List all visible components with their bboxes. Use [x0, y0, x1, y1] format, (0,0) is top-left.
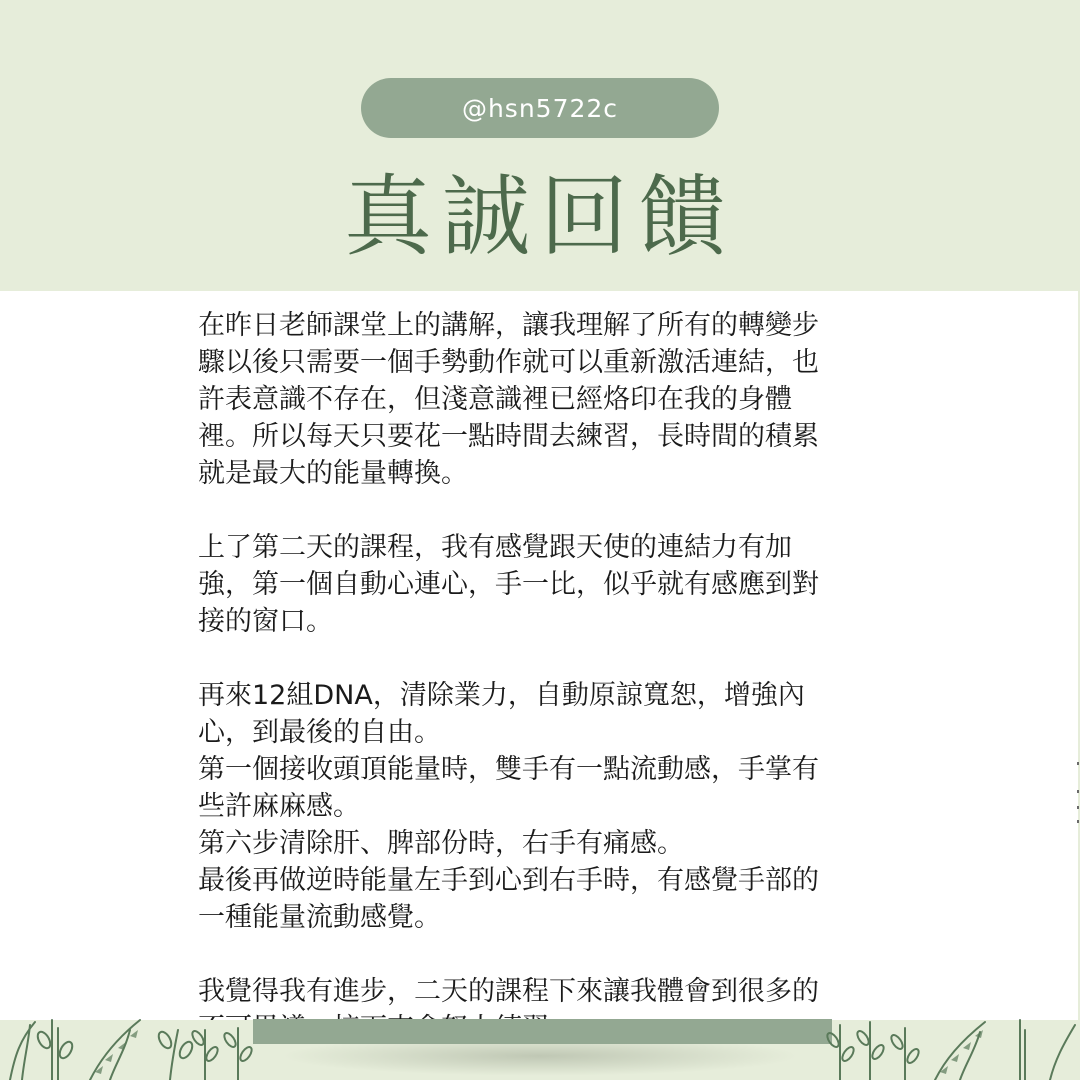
text-line: 第六步清除肝、脾部份時，右手有痛感。: [198, 828, 684, 859]
page-title: 真誠回饋: [343, 165, 736, 268]
header-band: [0, 0, 1080, 291]
text-line: 許表意識不存在，但淺意識裡已經烙印在我的身體: [198, 384, 792, 415]
text-line: 我覺得我有進步，二天的課程下來讓我體會到很多的: [198, 976, 819, 1007]
grass-plant-icon: [0, 1010, 260, 1080]
text-line: 在昨日老師課堂上的講解，讓我理解了所有的轉變步: [198, 310, 819, 341]
handle-badge: [361, 78, 719, 138]
text-line: 接的窗口。: [198, 606, 333, 637]
text-line: 驟以後只需要一個手勢動作就可以重新激活連結，也: [198, 347, 819, 378]
grass-plant-icon: [825, 1010, 1080, 1080]
text-line: 再來12組DNA，清除業力，自動原諒寬恕，增強內: [198, 680, 805, 711]
footer-accent-bar: [253, 1019, 832, 1044]
edge-decoration: [1076, 760, 1080, 840]
text-line: 強，第一個自動心連心，手一比，似乎就有感應到對: [198, 569, 819, 600]
paragraph-3: [198, 677, 888, 936]
text-line: 第一個接收頭頂能量時，雙手有一點流動感，手掌有: [198, 754, 819, 785]
text-line: 就是最大的能量轉換。: [198, 458, 468, 489]
handle-text: @hsn5722c: [461, 93, 619, 123]
paragraph-2: [198, 529, 888, 640]
text-line: 上了第二天的課程，我有感覺跟天使的連結力有加: [198, 532, 792, 563]
paragraph-1: [198, 307, 888, 492]
text-line: 些許麻麻感。: [198, 791, 360, 822]
text-line: 裡。所以每天只要花一點時間去練習，長時間的積累: [198, 421, 819, 452]
feedback-text: [198, 307, 888, 1047]
text-line: 最後再做逆時能量左手到心到右手時，有感覺手部的: [198, 865, 819, 896]
text-line: 一種能量流動感覺。: [198, 902, 441, 933]
text-line: 心，到最後的自由。: [198, 717, 441, 748]
